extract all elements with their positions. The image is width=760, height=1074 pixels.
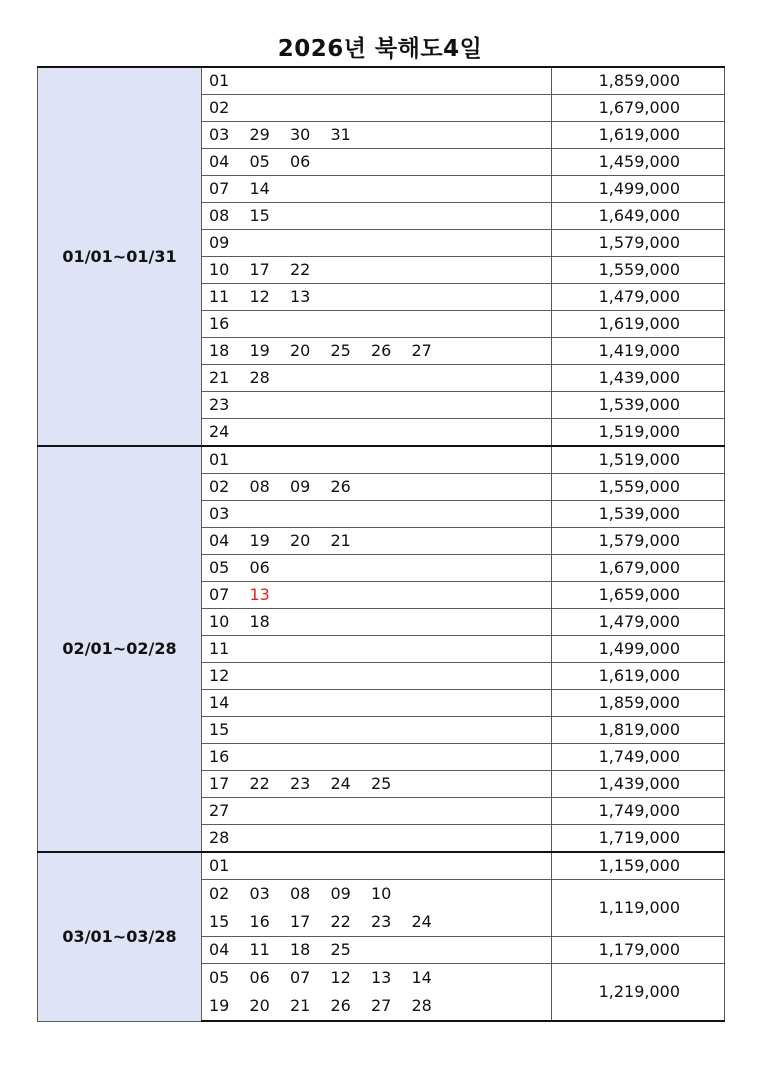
table-row xyxy=(38,446,725,474)
price: 1,479,000 xyxy=(552,609,725,636)
departure-dates xyxy=(202,663,552,690)
departure-date: 07 xyxy=(290,968,311,987)
page-title: 2026년 북해도4일 xyxy=(277,36,483,62)
price: 1,119,000 xyxy=(552,880,725,937)
departure-date: 05 xyxy=(209,558,230,577)
price: 1,439,000 xyxy=(552,365,725,392)
price-table xyxy=(37,66,725,1022)
departure-date: 04 xyxy=(209,940,230,959)
departure-date: 23 xyxy=(371,912,392,931)
price: 1,719,000 xyxy=(552,825,725,853)
departure-dates xyxy=(202,230,552,257)
price: 1,179,000 xyxy=(552,937,725,964)
departure-date: 20 xyxy=(249,996,270,1015)
departure-date: 25 xyxy=(371,774,392,793)
departure-date: 17 xyxy=(290,912,311,931)
price: 1,159,000 xyxy=(552,852,725,880)
price: 1,659,000 xyxy=(552,582,725,609)
departure-date: 08 xyxy=(209,206,230,225)
price: 1,859,000 xyxy=(552,690,725,717)
departure-dates xyxy=(202,95,552,122)
departure-date: 22 xyxy=(330,912,351,931)
price: 1,749,000 xyxy=(552,744,725,771)
departure-date: 15 xyxy=(209,912,230,931)
departure-date: 21 xyxy=(290,996,311,1015)
price: 1,679,000 xyxy=(552,555,725,582)
departure-date: 18 xyxy=(290,940,311,959)
departure-dates xyxy=(202,338,552,365)
departure-date: 18 xyxy=(249,612,270,631)
departure-date: 28 xyxy=(411,996,432,1015)
departure-dates xyxy=(202,636,552,663)
departure-dates xyxy=(202,717,552,744)
departure-date: 29 xyxy=(249,125,270,144)
price: 1,749,000 xyxy=(552,798,725,825)
departure-date: 02 xyxy=(209,477,230,496)
price: 1,579,000 xyxy=(552,528,725,555)
price: 1,499,000 xyxy=(552,176,725,203)
departure-date: 25 xyxy=(330,341,351,360)
departure-date: 12 xyxy=(249,287,270,306)
departure-date: 25 xyxy=(330,940,351,959)
departure-dates xyxy=(202,771,552,798)
price: 1,219,000 xyxy=(552,964,725,1022)
departure-date: 04 xyxy=(209,152,230,171)
departure-date: 15 xyxy=(249,206,270,225)
price: 1,539,000 xyxy=(552,392,725,419)
departure-date: 20 xyxy=(290,531,311,550)
departure-date: 14 xyxy=(249,179,270,198)
departure-date: 16 xyxy=(209,314,230,333)
departure-date: 22 xyxy=(290,260,311,279)
departure-date: 19 xyxy=(209,996,230,1015)
departure-dates xyxy=(202,880,552,937)
departure-dates xyxy=(202,203,552,230)
departure-date: 03 xyxy=(249,884,270,903)
departure-date: 12 xyxy=(330,968,351,987)
departure-date: 06 xyxy=(249,968,270,987)
departure-date: 08 xyxy=(290,884,311,903)
departure-dates xyxy=(202,690,552,717)
departure-date: 28 xyxy=(249,368,270,387)
departure-date: 18 xyxy=(209,341,230,360)
departure-date: 27 xyxy=(411,341,432,360)
departure-date: 24 xyxy=(330,774,351,793)
departure-dates xyxy=(202,501,552,528)
departure-date: 02 xyxy=(209,98,230,117)
departure-dates xyxy=(202,284,552,311)
departure-date: 21 xyxy=(209,368,230,387)
departure-dates xyxy=(202,852,552,880)
departure-date: 11 xyxy=(209,287,230,306)
period-label: 01/01~01/31 xyxy=(38,67,202,446)
departure-date: 16 xyxy=(249,912,270,931)
departure-dates xyxy=(202,311,552,338)
departure-dates xyxy=(202,474,552,501)
departure-date: 24 xyxy=(411,912,432,931)
price: 1,539,000 xyxy=(552,501,725,528)
departure-date: 13 xyxy=(371,968,392,987)
departure-dates xyxy=(202,122,552,149)
departure-date: 11 xyxy=(249,940,270,959)
price: 1,479,000 xyxy=(552,284,725,311)
departure-date: 12 xyxy=(209,666,230,685)
departure-dates xyxy=(202,964,552,1022)
departure-date: 11 xyxy=(209,639,230,658)
departure-dates xyxy=(202,67,552,95)
price: 1,419,000 xyxy=(552,338,725,365)
departure-date: 01 xyxy=(209,450,230,469)
departure-date: 17 xyxy=(249,260,270,279)
departure-date: 13 xyxy=(290,287,311,306)
table-row xyxy=(38,852,725,880)
departure-date: 02 xyxy=(209,884,230,903)
departure-date: 27 xyxy=(209,801,230,820)
departure-date: 04 xyxy=(209,531,230,550)
departure-date: 06 xyxy=(290,152,311,171)
price: 1,519,000 xyxy=(552,419,725,447)
departure-date: 28 xyxy=(209,828,230,847)
departure-date: 20 xyxy=(290,341,311,360)
departure-dates xyxy=(202,555,552,582)
departure-date: 10 xyxy=(209,260,230,279)
departure-date: 14 xyxy=(209,693,230,712)
departure-date: 03 xyxy=(209,504,230,523)
departure-dates xyxy=(202,582,552,609)
departure-date: 31 xyxy=(330,125,351,144)
departure-date: 10 xyxy=(371,884,392,903)
departure-dates xyxy=(202,392,552,419)
departure-date: 27 xyxy=(371,996,392,1015)
departure-date: 19 xyxy=(249,341,270,360)
departure-date: 23 xyxy=(290,774,311,793)
departure-dates xyxy=(202,419,552,447)
departure-date: 15 xyxy=(209,720,230,739)
price: 1,439,000 xyxy=(552,771,725,798)
price: 1,519,000 xyxy=(552,446,725,474)
departure-date: 03 xyxy=(209,125,230,144)
departure-date: 26 xyxy=(330,477,351,496)
departure-date: 30 xyxy=(290,125,311,144)
departure-date: 05 xyxy=(249,152,270,171)
departure-date: 17 xyxy=(209,774,230,793)
departure-date: 26 xyxy=(330,996,351,1015)
departure-dates xyxy=(202,937,552,964)
price: 1,619,000 xyxy=(552,311,725,338)
departure-dates xyxy=(202,744,552,771)
departure-date: 16 xyxy=(209,747,230,766)
departure-date: 13 xyxy=(249,585,270,604)
price: 1,819,000 xyxy=(552,717,725,744)
departure-dates xyxy=(202,528,552,555)
price: 1,859,000 xyxy=(552,67,725,95)
departure-date: 01 xyxy=(209,71,230,90)
price: 1,559,000 xyxy=(552,474,725,501)
price: 1,649,000 xyxy=(552,203,725,230)
departure-date: 09 xyxy=(330,884,351,903)
departure-date: 08 xyxy=(249,477,270,496)
departure-date: 09 xyxy=(290,477,311,496)
departure-date: 23 xyxy=(209,395,230,414)
price: 1,579,000 xyxy=(552,230,725,257)
departure-date: 01 xyxy=(209,856,230,875)
departure-date: 10 xyxy=(209,612,230,631)
period-label: 03/01~03/28 xyxy=(38,852,202,1021)
departure-dates xyxy=(202,149,552,176)
departure-dates xyxy=(202,798,552,825)
departure-dates xyxy=(202,825,552,853)
departure-date: 07 xyxy=(209,585,230,604)
departure-date: 22 xyxy=(249,774,270,793)
departure-date: 24 xyxy=(209,422,230,441)
departure-dates xyxy=(202,257,552,284)
departure-date: 26 xyxy=(371,341,392,360)
departure-dates xyxy=(202,609,552,636)
price: 1,679,000 xyxy=(552,95,725,122)
departure-date: 14 xyxy=(411,968,432,987)
departure-date: 06 xyxy=(249,558,270,577)
departure-date: 21 xyxy=(330,531,351,550)
departure-dates xyxy=(202,176,552,203)
departure-date: 19 xyxy=(249,531,270,550)
price: 1,619,000 xyxy=(552,122,725,149)
departure-dates xyxy=(202,365,552,392)
price: 1,499,000 xyxy=(552,636,725,663)
departure-date: 09 xyxy=(209,233,230,252)
price: 1,619,000 xyxy=(552,663,725,690)
departure-date: 05 xyxy=(209,968,230,987)
period-label: 02/01~02/28 xyxy=(38,446,202,852)
table-row xyxy=(38,67,725,95)
departure-date: 07 xyxy=(209,179,230,198)
price: 1,459,000 xyxy=(552,149,725,176)
price: 1,559,000 xyxy=(552,257,725,284)
departure-dates xyxy=(202,446,552,474)
